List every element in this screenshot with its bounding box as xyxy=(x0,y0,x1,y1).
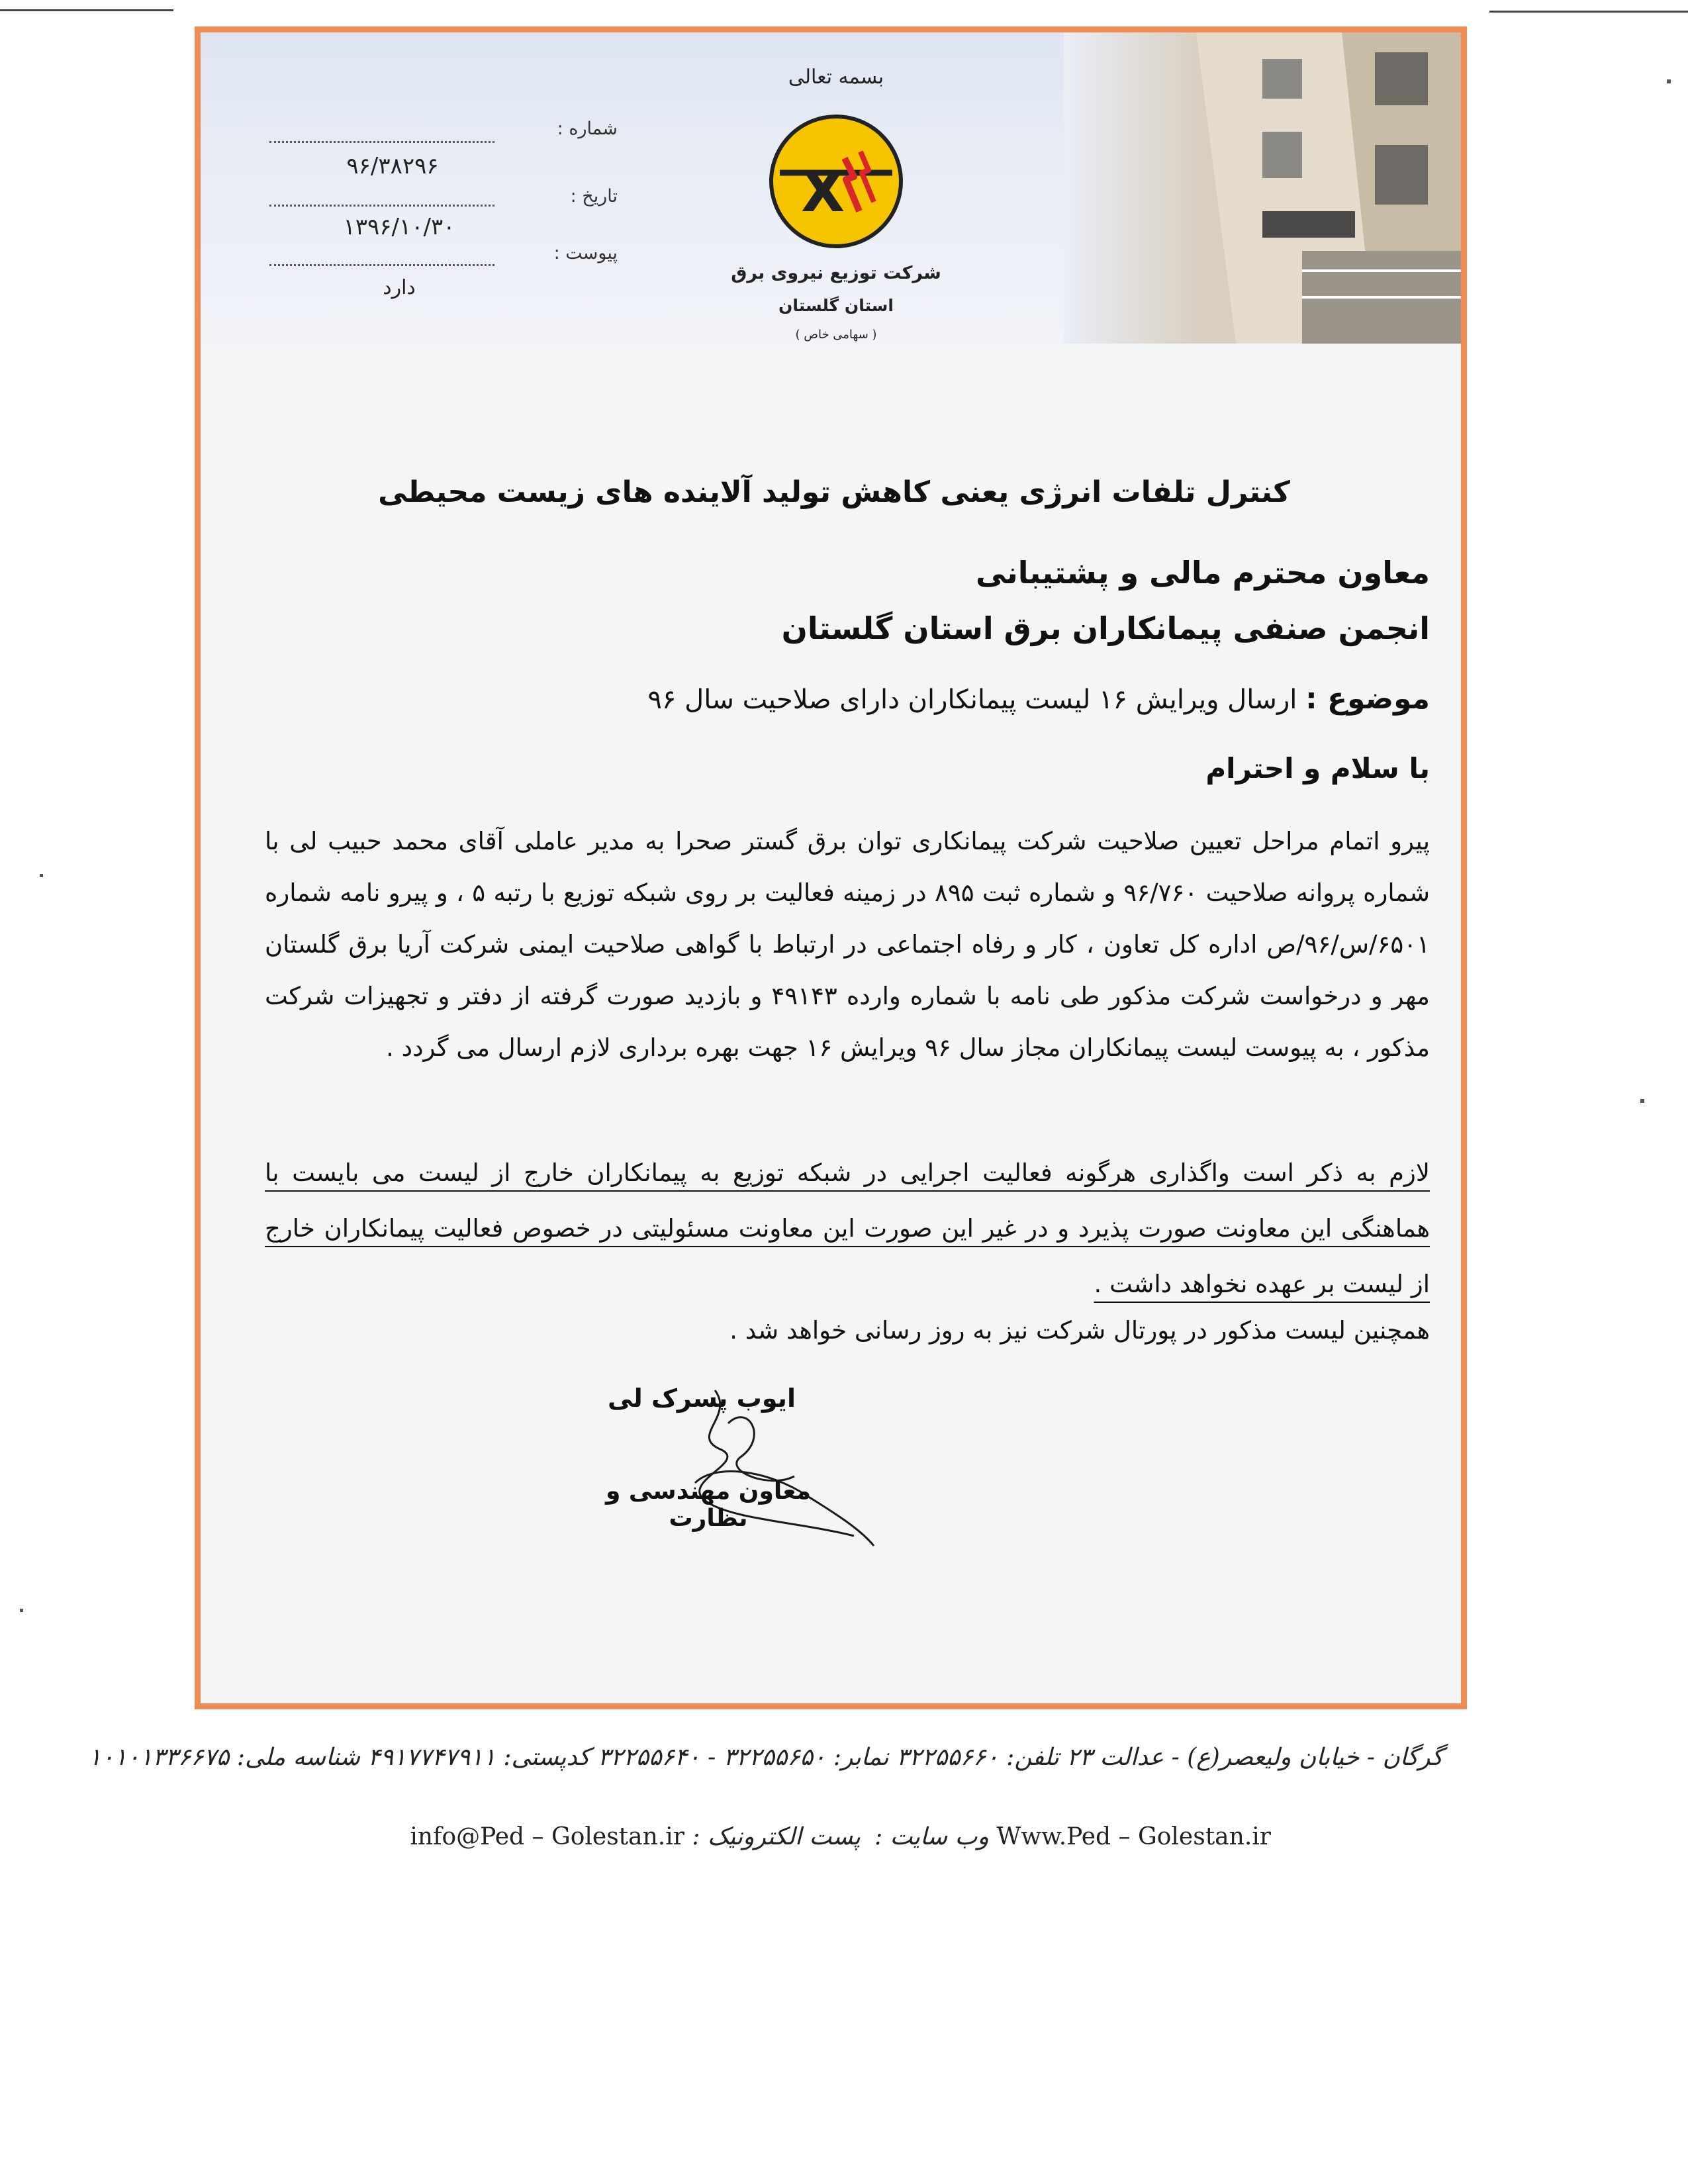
scan-speck xyxy=(20,1609,23,1612)
bismillah-text: بسمه تعالی xyxy=(788,66,884,89)
signatory-name: ایوب پسرک لی xyxy=(608,1384,796,1413)
footer-email xyxy=(410,1823,861,1850)
subject-label: موضوع : xyxy=(1305,682,1430,716)
body-paragraph-1: پیرو اتمام مراحل تعیین صلاحیت شرکت پیمانکاری توان برق گستر صحرا به مدیر عاملی آقای محمد حبیب لی با شماره پروانه صلاحیت ۹۶/۷۶۰ و شماره ثبت ۸۹۵ در زمینه فعالیت بر روی شبکه توزیع با رتبه ۵ ، و پیرو نامه شماره ۶۵۰۱/س/۹۶/ص اداره کل تعاون ، کار و رفاه اجتماعی در ارتباط با گواهی صلاحیت ایمنی شرکت آریا برق گلستان مهر و درخواست شرکت مذکور طی نامه با شماره وارده ۴۹۱۴۳ و بازدید صورت گرفته از دفتر و تجهیزات شرکت مذکور ، به پیوست لیست پیمانکاران مجاز سال ۹۶ ویرایش ۱۶ جهت بهره برداری لازم ارسال می گردد . xyxy=(265,827,1430,1062)
letter-number-value: ۹۶/۳۸۲۹۶ xyxy=(346,153,439,179)
svg-text:X: X xyxy=(801,159,845,225)
company-logo xyxy=(767,112,906,251)
scan-edge-mark xyxy=(1489,11,1688,13)
greeting: با سلام و احترام xyxy=(1205,752,1430,784)
subject-line xyxy=(397,682,1430,716)
letter-date-value: ۱۳۹۶/۱۰/۳۰ xyxy=(343,214,455,240)
scan-speck xyxy=(40,874,43,877)
scan-edge-mark xyxy=(0,9,173,11)
email-value: info@Ped – Golestan.ir xyxy=(410,1823,684,1850)
website-value: Www.Ped – Golestan.ir xyxy=(996,1823,1271,1850)
footer-address: گرگان - خیابان ولیعصر(ع) - عدالت ۲۳ تلفن: ۳۲۲۵۵۶۶۰ نمابر: ۳۲۲۵۵۶۵۰ - ۳۲۲۵۵۶۴۰ کدپستی: ۴۹۱۷۷۴۷۹۱۱ شناسه ملی: ۱۰۱۰۱۳۳۶۶۷۵ xyxy=(88,1744,1443,1771)
dotted-rule xyxy=(269,264,494,266)
email-label: پست الکترونیک : xyxy=(692,1823,861,1850)
letter-date-label: تاریخ : xyxy=(570,186,618,207)
company-type: ( سهامی خاص ) xyxy=(795,328,877,342)
addressee-line-2: انجمن صنفی پیمانکاران برق استان گلستان xyxy=(781,610,1430,646)
scan-speck xyxy=(1667,79,1671,83)
addressee-line-1: معاون محترم مالی و پشتیبانی xyxy=(975,555,1430,591)
slogan-heading: کنترل تلفات انرژی یعنی کاهش تولید آلاینده های زیست محیطی xyxy=(378,475,1290,509)
footer-website xyxy=(874,1823,1271,1850)
company-name: شرکت توزیع نیروی برق xyxy=(731,263,941,283)
dotted-rule xyxy=(269,205,494,207)
subject-text: ارسال ویرایش ۱۶ لیست پیمانکاران دارای صلاحیت سال ۹۶ xyxy=(647,685,1297,715)
body-paragraph-2: لازم به ذکر است واگذاری هرگونه فعالیت اجرایی در شبکه توزیع به پیمانکاران خارج از لیست می بایست با هماهنگی این معاونت صورت پذیرد و در غیر این صورت این معاونت مسئولیتی در خصوص فعالیت پیمانکاران خارج از لیست بر عهده نخواهد داشت . xyxy=(265,1159,1430,1298)
attachment-label: پیوست : xyxy=(553,243,618,263)
scan-speck xyxy=(1640,1099,1644,1103)
body-paragraph-3: همچنین لیست مذکور در پورتال شرکت نیز به روز رسانی خواهد شد . xyxy=(729,1316,1430,1345)
dotted-rule xyxy=(269,141,494,143)
company-province: استان گلستان xyxy=(778,296,894,315)
signatory-title: معاون مهندسی و نظارت xyxy=(605,1478,812,1532)
attachment-value: دارد xyxy=(383,276,416,299)
website-label: وب سایت : xyxy=(874,1823,989,1850)
letter-number-label: شماره : xyxy=(557,119,618,139)
